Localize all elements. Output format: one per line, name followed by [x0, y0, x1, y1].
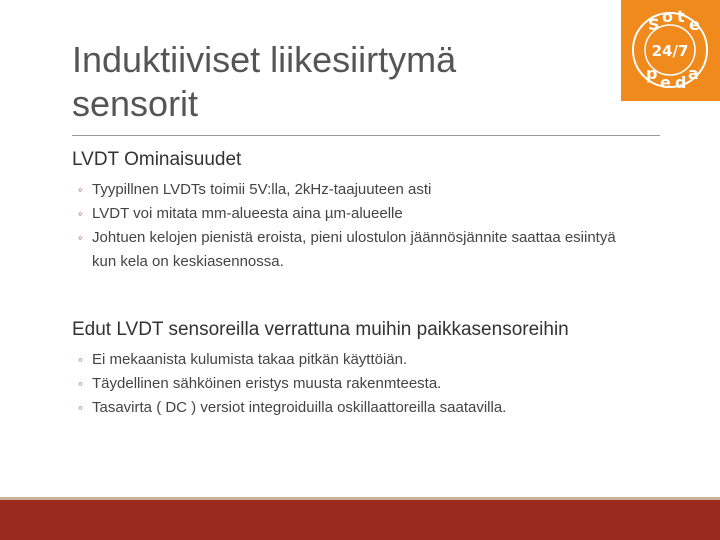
list-item: ◦ Tyypillnen LVDTs toimii 5V:lla, 2kHz-taajuuteen asti: [72, 178, 692, 202]
bullet-icon: ◦: [78, 400, 83, 415]
title-line-1: Induktiiviset liikesiirtymä: [72, 39, 457, 80]
logo-letter-t: t: [677, 7, 685, 26]
list-item: ◦ Tasavirta ( DC ) versiot integroiduilla oskillaattoreilla saatavilla.: [72, 396, 692, 420]
logo-letter-o: o: [662, 7, 673, 26]
section-lvdt-features: [72, 148, 692, 274]
list-item: ◦ LVDT voi mitata mm-alueesta aina µm-alueelle: [72, 202, 692, 226]
logo-letter-p: p: [646, 64, 658, 83]
logo-letter-s: S: [648, 15, 660, 34]
bullet-icon: ◦: [78, 206, 83, 221]
section-lvdt-advantages: [72, 318, 692, 420]
sote-peda-logo: [621, 0, 720, 101]
list-item: ◦ Johtuen kelojen pienistä eroista, pieni ulostulon jäännösjännite saattaa esiintyä kun kela on keskiasennossa.: [72, 226, 632, 274]
list-item: ◦ Ei mekaanista kulumista takaa pitkän käyttöiän.: [72, 348, 692, 372]
title-divider: [72, 135, 660, 136]
list-item: ◦ Täydellinen sähköinen eristys muusta rakenmteesta.: [72, 372, 692, 396]
logo-circle-icon: [621, 0, 720, 101]
section-heading: Edut LVDT sensoreilla verrattuna muihin paikkasensoreihin: [72, 319, 569, 340]
footer-bar: [0, 500, 720, 540]
logo-letter-e2: e: [660, 73, 671, 92]
logo-letter-d: d: [675, 73, 687, 92]
logo-letter-e: e: [689, 15, 700, 34]
bullet-list: [72, 348, 692, 420]
bullet-icon: ◦: [78, 230, 83, 245]
section-heading: LVDT Ominaisuudet: [72, 149, 242, 170]
bullet-icon: ◦: [78, 182, 83, 197]
slide-title: [72, 38, 592, 126]
logo-letter-a: a: [688, 64, 699, 83]
bullet-list: [72, 178, 692, 274]
title-line-2: sensorit: [72, 83, 199, 124]
logo-center-text: 24/7: [651, 42, 689, 60]
bullet-icon: ◦: [78, 352, 83, 367]
bullet-icon: ◦: [78, 376, 83, 391]
